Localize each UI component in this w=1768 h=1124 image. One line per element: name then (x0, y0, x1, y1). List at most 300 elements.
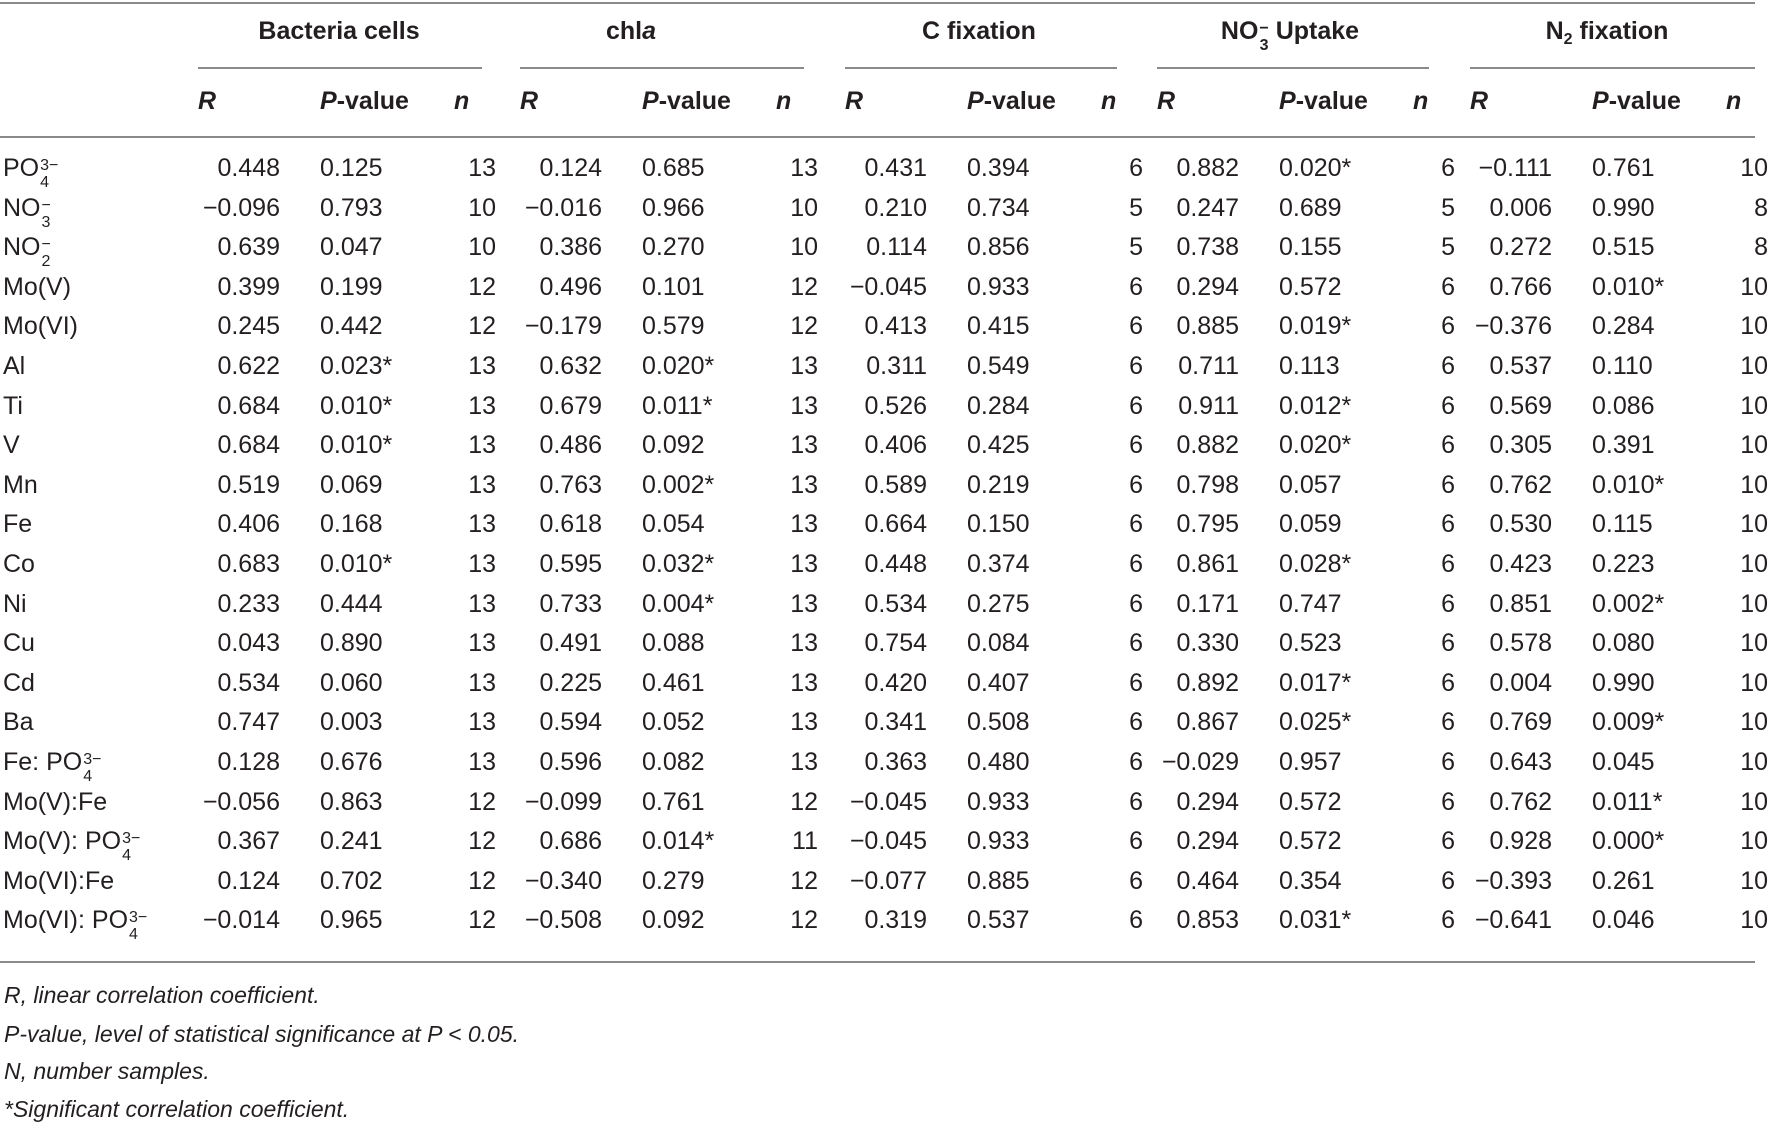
column-group-rule (1470, 67, 1755, 69)
row-label: PO 3− 4 (3, 154, 59, 192)
n-value-cell: 10 (468, 194, 496, 222)
p-value-cell: 0.747 (1279, 590, 1342, 618)
n-value-cell: 13 (468, 471, 496, 499)
n-value-cell: 8 (1754, 194, 1768, 222)
r-value-cell: 0.406 (217, 510, 280, 538)
r-value-cell: 0.128 (217, 748, 280, 776)
r-value-cell: 0.413 (864, 312, 927, 340)
subheader-n: n (1413, 87, 1429, 115)
r-value-cell: 0.578 (1489, 629, 1552, 657)
p-value-cell: 0.052 (642, 708, 705, 736)
subheader-r: R (1157, 87, 1176, 115)
r-value-cell: 0.618 (539, 510, 602, 538)
n-value-cell: 13 (468, 550, 496, 578)
r-value-cell: 0.684 (217, 431, 280, 459)
column-group-header: NO − 3 Uptake (1220, 17, 1360, 55)
row-label: Mo(V): PO 3− 4 (3, 827, 141, 865)
n-value-cell: 5 (1441, 233, 1455, 261)
r-value-cell: −0.096 (202, 194, 280, 222)
r-value-cell: 0.594 (539, 708, 602, 736)
p-value-cell: 0.579 (642, 312, 705, 340)
n-value-cell: 10 (1740, 708, 1768, 736)
n-value-cell: 10 (1740, 431, 1768, 459)
p-value-cell: 0.966 (642, 194, 705, 222)
n-value-cell: 12 (790, 906, 818, 934)
n-value-cell: 10 (1740, 273, 1768, 301)
row-label: Al (3, 352, 26, 380)
p-value-cell: 0.523 (1279, 629, 1342, 657)
p-value-cell: 0.279 (642, 867, 705, 895)
n-value-cell: 10 (1740, 154, 1768, 182)
n-value-cell: 13 (790, 708, 818, 736)
row-label: Cd (3, 669, 35, 697)
r-value-cell: 0.233 (217, 590, 280, 618)
n-value-cell: 6 (1129, 312, 1143, 340)
n-value-cell: 10 (1740, 550, 1768, 578)
r-value-cell: 0.686 (539, 827, 602, 855)
column-group-header: C fixation (922, 17, 1036, 45)
p-value-cell: 0.572 (1279, 788, 1342, 816)
table-footnote: N, number samples. (4, 1058, 210, 1084)
n-value-cell: 10 (1740, 827, 1768, 855)
p-value-cell: 0.020* (642, 352, 715, 380)
r-value-cell: −0.641 (1474, 906, 1552, 934)
p-value-cell: 0.444 (320, 590, 383, 618)
n-value-cell: 10 (1740, 392, 1768, 420)
p-value-cell: 0.480 (967, 748, 1030, 776)
n-value-cell: 6 (1441, 273, 1455, 301)
n-value-cell: 6 (1441, 629, 1455, 657)
p-value-cell: 0.045 (1592, 748, 1655, 776)
subheader-n: n (454, 87, 470, 115)
p-value-cell: 0.261 (1592, 867, 1655, 895)
p-value-cell: 0.856 (967, 233, 1030, 261)
r-value-cell: 0.622 (217, 352, 280, 380)
n-value-cell: 6 (1441, 708, 1455, 736)
p-value-cell: 0.010* (320, 431, 393, 459)
p-value-cell: 0.057 (1279, 471, 1342, 499)
row-label: NO − 3 (3, 194, 51, 232)
n-value-cell: 6 (1129, 352, 1143, 380)
p-value-cell: 0.032* (642, 550, 715, 578)
n-value-cell: 12 (468, 273, 496, 301)
n-value-cell: 10 (1740, 867, 1768, 895)
n-value-cell: 13 (468, 392, 496, 420)
p-value-cell: 0.702 (320, 867, 383, 895)
subheader-r: R (845, 87, 864, 115)
row-label: Fe (3, 510, 33, 538)
p-value-cell: 0.275 (967, 590, 1030, 618)
p-value-cell: 0.010* (320, 550, 393, 578)
p-value-cell: 0.933 (967, 788, 1030, 816)
row-label: Cu (3, 629, 35, 657)
n-value-cell: 10 (1740, 312, 1768, 340)
p-value-cell: 0.017* (1279, 669, 1352, 697)
r-value-cell: −0.077 (849, 867, 927, 895)
table-footnote: *Significant correlation coefficient. (4, 1096, 350, 1122)
subheader-n: n (776, 87, 792, 115)
r-value-cell: 0.305 (1489, 431, 1552, 459)
p-value-cell: 0.394 (967, 154, 1030, 182)
subheader-r: R (198, 87, 217, 115)
p-value-cell: 0.080 (1592, 629, 1655, 657)
r-value-cell: 0.892 (1176, 669, 1239, 697)
r-value-cell: −0.045 (849, 788, 927, 816)
n-value-cell: 6 (1441, 590, 1455, 618)
n-value-cell: 6 (1129, 392, 1143, 420)
r-value-cell: 0.171 (1176, 590, 1239, 618)
row-label: Mo(VI):Fe (3, 867, 115, 895)
n-value-cell: 13 (468, 669, 496, 697)
r-value-cell: 0.519 (217, 471, 280, 499)
p-value-cell: 0.549 (967, 352, 1030, 380)
r-value-cell: 0.330 (1176, 629, 1239, 657)
subheader-p-value: P-value (320, 87, 409, 115)
n-value-cell: 8 (1754, 233, 1768, 261)
n-value-cell: 6 (1441, 471, 1455, 499)
n-value-cell: 6 (1129, 629, 1143, 657)
n-value-cell: 10 (1740, 629, 1768, 657)
n-value-cell: 10 (1740, 788, 1768, 816)
n-value-cell: 10 (1740, 510, 1768, 538)
r-value-cell: 0.643 (1489, 748, 1552, 776)
r-value-cell: 0.272 (1489, 233, 1552, 261)
n-value-cell: 6 (1441, 748, 1455, 776)
r-value-cell: 0.294 (1176, 273, 1239, 301)
n-value-cell: 6 (1129, 906, 1143, 934)
r-value-cell: −0.508 (524, 906, 602, 934)
n-value-cell: 6 (1441, 510, 1455, 538)
r-value-cell: 0.294 (1176, 827, 1239, 855)
n-value-cell: 6 (1129, 550, 1143, 578)
header-bottom-rule (0, 136, 1755, 138)
r-value-cell: −0.014 (202, 906, 280, 934)
n-value-cell: 13 (468, 748, 496, 776)
p-value-cell: 0.508 (967, 708, 1030, 736)
n-value-cell: 10 (1740, 669, 1768, 697)
p-value-cell: 0.019* (1279, 312, 1352, 340)
n-value-cell: 6 (1441, 906, 1455, 934)
n-value-cell: 5 (1129, 233, 1143, 261)
r-value-cell: 0.486 (539, 431, 602, 459)
n-value-cell: 13 (790, 669, 818, 697)
r-value-cell: 0.882 (1176, 154, 1239, 182)
row-label: Mo(V) (3, 273, 72, 301)
row-label: Fe: PO 3− 4 (3, 748, 102, 786)
r-value-cell: −0.340 (524, 867, 602, 895)
r-value-cell: 0.245 (217, 312, 280, 340)
r-value-cell: 0.534 (864, 590, 927, 618)
subheader-p-value: P-value (1592, 87, 1681, 115)
n-value-cell: 12 (468, 867, 496, 895)
subheader-p-value: P-value (967, 87, 1056, 115)
r-value-cell: 0.683 (217, 550, 280, 578)
r-value-cell: 0.679 (539, 392, 602, 420)
r-value-cell: 0.225 (539, 669, 602, 697)
n-value-cell: 6 (1129, 788, 1143, 816)
n-value-cell: 13 (790, 352, 818, 380)
r-value-cell: −0.056 (202, 788, 280, 816)
r-value-cell: 0.386 (539, 233, 602, 261)
column-group-rule (845, 67, 1117, 69)
r-value-cell: 0.738 (1176, 233, 1239, 261)
p-value-cell: 0.425 (967, 431, 1030, 459)
p-value-cell: 0.088 (642, 629, 705, 657)
r-value-cell: 0.043 (217, 629, 280, 657)
column-group-header: Bacteria cells (258, 17, 420, 45)
r-value-cell: 0.294 (1176, 788, 1239, 816)
n-value-cell: 6 (1441, 352, 1455, 380)
row-label: Mn (3, 471, 38, 499)
r-value-cell: −0.376 (1474, 312, 1552, 340)
row-label: Mo(VI): PO 3− 4 (3, 906, 148, 944)
r-value-cell: 0.684 (217, 392, 280, 420)
r-value-cell: 0.664 (864, 510, 927, 538)
n-value-cell: 10 (1740, 590, 1768, 618)
p-value-cell: 0.223 (1592, 550, 1655, 578)
r-value-cell: 0.247 (1176, 194, 1239, 222)
n-value-cell: 6 (1441, 392, 1455, 420)
p-value-cell: 0.082 (642, 748, 705, 776)
n-value-cell: 6 (1441, 312, 1455, 340)
p-value-cell: 0.270 (642, 233, 705, 261)
p-value-cell: 0.069 (320, 471, 383, 499)
n-value-cell: 13 (468, 431, 496, 459)
subheader-r: R (1470, 87, 1489, 115)
table-bottom-rule (0, 961, 1755, 963)
r-value-cell: 0.733 (539, 590, 602, 618)
p-value-cell: 0.354 (1279, 867, 1342, 895)
p-value-cell: 0.415 (967, 312, 1030, 340)
p-value-cell: 0.537 (967, 906, 1030, 934)
r-value-cell: 0.928 (1489, 827, 1552, 855)
p-value-cell: 0.965 (320, 906, 383, 934)
n-value-cell: 6 (1441, 154, 1455, 182)
p-value-cell: 0.461 (642, 669, 705, 697)
r-value-cell: 0.423 (1489, 550, 1552, 578)
n-value-cell: 6 (1441, 788, 1455, 816)
r-value-cell: 0.639 (217, 233, 280, 261)
n-value-cell: 13 (790, 590, 818, 618)
column-group-rule (1157, 67, 1429, 69)
n-value-cell: 12 (790, 867, 818, 895)
r-value-cell: −0.179 (524, 312, 602, 340)
r-value-cell: −0.029 (1161, 748, 1239, 776)
p-value-cell: 0.572 (1279, 827, 1342, 855)
p-value-cell: 0.219 (967, 471, 1030, 499)
r-value-cell: 0.464 (1176, 867, 1239, 895)
n-value-cell: 6 (1441, 669, 1455, 697)
p-value-cell: 0.004* (642, 590, 715, 618)
r-value-cell: 0.798 (1176, 471, 1239, 499)
n-value-cell: 6 (1129, 590, 1143, 618)
r-value-cell: −0.393 (1474, 867, 1552, 895)
subheader-n: n (1101, 87, 1117, 115)
p-value-cell: 0.000* (1592, 827, 1665, 855)
r-value-cell: 0.124 (539, 154, 602, 182)
p-value-cell: 0.885 (967, 867, 1030, 895)
p-value-cell: 0.010* (1592, 273, 1665, 301)
n-value-cell: 13 (790, 154, 818, 182)
r-value-cell: 0.867 (1176, 708, 1239, 736)
p-value-cell: 0.933 (967, 273, 1030, 301)
r-value-cell: 0.124 (217, 867, 280, 895)
r-value-cell: 0.747 (217, 708, 280, 736)
r-value-cell: 0.795 (1176, 510, 1239, 538)
row-label: Ti (3, 392, 23, 420)
n-value-cell: 12 (468, 906, 496, 934)
row-label: Mo(V):Fe (3, 788, 108, 816)
table-top-rule (0, 2, 1755, 4)
p-value-cell: 0.990 (1592, 194, 1655, 222)
p-value-cell: 0.155 (1279, 233, 1342, 261)
r-value-cell: 0.853 (1176, 906, 1239, 934)
r-value-cell: 0.569 (1489, 392, 1552, 420)
p-value-cell: 0.761 (642, 788, 705, 816)
n-value-cell: 6 (1441, 867, 1455, 895)
r-value-cell: 0.595 (539, 550, 602, 578)
r-value-cell: 0.491 (539, 629, 602, 657)
n-value-cell: 13 (790, 748, 818, 776)
p-value-cell: 0.020* (1279, 431, 1352, 459)
n-value-cell: 13 (790, 550, 818, 578)
p-value-cell: 0.014* (642, 827, 715, 855)
r-value-cell: −0.045 (849, 273, 927, 301)
p-value-cell: 0.003 (320, 708, 383, 736)
row-label: Ni (3, 590, 27, 618)
p-value-cell: 0.734 (967, 194, 1030, 222)
r-value-cell: 0.210 (864, 194, 927, 222)
p-value-cell: 0.515 (1592, 233, 1655, 261)
p-value-cell: 0.125 (320, 154, 383, 182)
p-value-cell: 0.092 (642, 431, 705, 459)
subheader-p-value: P-value (642, 87, 731, 115)
r-value-cell: 0.885 (1176, 312, 1239, 340)
p-value-cell: 0.025* (1279, 708, 1352, 736)
p-value-cell: 0.084 (967, 629, 1030, 657)
n-value-cell: 10 (1740, 748, 1768, 776)
p-value-cell: 0.011* (1592, 788, 1663, 816)
n-value-cell: 6 (1441, 827, 1455, 855)
p-value-cell: 0.002* (1592, 590, 1665, 618)
n-value-cell: 5 (1441, 194, 1455, 222)
n-value-cell: 10 (1740, 352, 1768, 380)
r-value-cell: 0.114 (866, 233, 927, 261)
n-value-cell: 10 (790, 194, 818, 222)
n-value-cell: 6 (1129, 471, 1143, 499)
r-value-cell: 0.537 (1489, 352, 1552, 380)
p-value-cell: 0.407 (967, 669, 1030, 697)
p-value-cell: 0.890 (320, 629, 383, 657)
r-value-cell: 0.851 (1489, 590, 1552, 618)
n-value-cell: 10 (1740, 471, 1768, 499)
p-value-cell: 0.391 (1592, 431, 1655, 459)
r-value-cell: 0.448 (217, 154, 280, 182)
n-value-cell: 10 (1740, 906, 1768, 934)
r-value-cell: 0.762 (1489, 788, 1552, 816)
p-value-cell: 0.442 (320, 312, 383, 340)
r-value-cell: 0.762 (1489, 471, 1552, 499)
n-value-cell: 6 (1129, 708, 1143, 736)
table-footnote: P-value, level of statistical significance at P < 0.05. (4, 1021, 519, 1047)
p-value-cell: 0.676 (320, 748, 383, 776)
r-value-cell: 0.766 (1489, 273, 1552, 301)
n-value-cell: 12 (468, 827, 496, 855)
n-value-cell: 12 (468, 312, 496, 340)
subheader-p-value: P-value (1279, 87, 1368, 115)
p-value-cell: 0.863 (320, 788, 383, 816)
p-value-cell: 0.199 (320, 273, 383, 301)
n-value-cell: 13 (468, 708, 496, 736)
p-value-cell: 0.031* (1279, 906, 1352, 934)
r-value-cell: 0.754 (864, 629, 927, 657)
n-value-cell: 12 (790, 273, 818, 301)
r-value-cell: 0.341 (864, 708, 927, 736)
p-value-cell: 0.092 (642, 906, 705, 934)
r-value-cell: −0.099 (524, 788, 602, 816)
n-value-cell: 6 (1129, 867, 1143, 895)
p-value-cell: 0.110 (1592, 352, 1653, 380)
n-value-cell: 5 (1129, 194, 1143, 222)
n-value-cell: 12 (468, 788, 496, 816)
p-value-cell: 0.009* (1592, 708, 1665, 736)
n-value-cell: 12 (790, 312, 818, 340)
p-value-cell: 0.020* (1279, 154, 1352, 182)
r-value-cell: 0.534 (217, 669, 280, 697)
r-value-cell: 0.711 (1178, 352, 1239, 380)
n-value-cell: 6 (1129, 510, 1143, 538)
n-value-cell: 13 (468, 352, 496, 380)
row-label: Mo(VI) (3, 312, 78, 340)
r-value-cell: −0.016 (524, 194, 602, 222)
subheader-r: R (520, 87, 539, 115)
n-value-cell: 6 (1129, 154, 1143, 182)
n-value-cell: 6 (1441, 431, 1455, 459)
p-value-cell: 0.115 (1592, 510, 1653, 538)
p-value-cell: 0.761 (1592, 154, 1655, 182)
r-value-cell: 0.882 (1176, 431, 1239, 459)
p-value-cell: 0.374 (967, 550, 1030, 578)
n-value-cell: 13 (790, 629, 818, 657)
r-value-cell: 0.526 (864, 392, 927, 420)
column-group-header: chla (605, 17, 657, 45)
p-value-cell: 0.059 (1279, 510, 1342, 538)
n-value-cell: 6 (1129, 827, 1143, 855)
p-value-cell: 0.010* (320, 392, 393, 420)
r-value-cell: 0.399 (217, 273, 280, 301)
p-value-cell: 0.284 (967, 392, 1030, 420)
r-value-cell: 0.420 (864, 669, 927, 697)
n-value-cell: 6 (1129, 748, 1143, 776)
p-value-cell: 0.572 (1279, 273, 1342, 301)
n-value-cell: 12 (790, 788, 818, 816)
n-value-cell: 13 (790, 431, 818, 459)
r-value-cell: 0.311 (866, 352, 927, 380)
r-value-cell: 0.448 (864, 550, 927, 578)
p-value-cell: 0.933 (967, 827, 1030, 855)
r-value-cell: −0.045 (849, 827, 927, 855)
p-value-cell: 0.023* (320, 352, 393, 380)
r-value-cell: 0.431 (864, 154, 927, 182)
n-value-cell: 10 (790, 233, 818, 261)
p-value-cell: 0.086 (1592, 392, 1655, 420)
p-value-cell: 0.046 (1592, 906, 1655, 934)
r-value-cell: 0.589 (864, 471, 927, 499)
p-value-cell: 0.011* (642, 392, 713, 420)
r-value-cell: 0.004 (1489, 669, 1552, 697)
r-value-cell: −0.111 (1478, 154, 1552, 182)
table-footnote: R, linear correlation coefficient. (4, 982, 320, 1008)
